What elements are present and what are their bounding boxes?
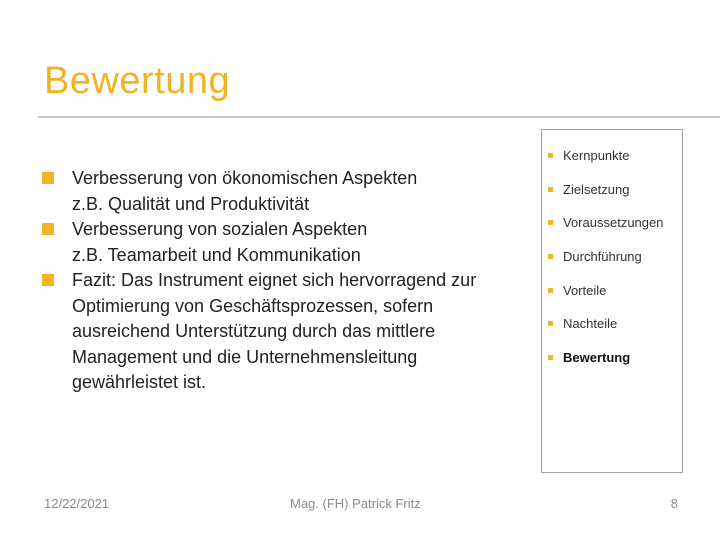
bullet-item <box>40 166 530 217</box>
agenda-item-label: Voraussetzungen <box>563 215 664 231</box>
small-square-bullet-icon <box>548 321 553 326</box>
slide-number: 8 <box>670 496 678 511</box>
small-square-bullet-icon <box>548 153 553 158</box>
agenda-item-durchfuehrung[interactable] <box>545 249 663 283</box>
bullet-text: Verbesserung von sozialen Aspekten <box>72 219 368 239</box>
agenda-item-label: Vorteile <box>563 282 607 298</box>
footer-date: 12/22/2021 <box>44 496 110 511</box>
bullet-text: z.B. Teamarbeit und Kommunikation <box>72 244 361 265</box>
square-bullet-icon <box>42 223 54 235</box>
small-square-bullet-icon <box>548 355 553 360</box>
agenda-item-voraussetzungen[interactable] <box>545 215 663 249</box>
bullet-text: Verbesserung von ökonomischen Aspekten <box>72 168 418 188</box>
bullet-item <box>40 268 530 396</box>
agenda-item-vorteile[interactable] <box>545 283 663 317</box>
bullet-text: z.B. Qualität und Produktivität <box>72 193 310 214</box>
bullet-text: Optimierung von Geschäftsprozessen, sofern <box>72 295 434 316</box>
small-square-bullet-icon <box>548 187 553 192</box>
agenda-item-label: Kernpunkte <box>563 148 630 163</box>
bullet-text: Management und die Unternehmensleitung <box>72 346 418 367</box>
slide-title: Bewertung <box>44 60 231 102</box>
small-square-bullet-icon <box>548 220 553 225</box>
agenda-item-label: Bewertung <box>563 350 631 366</box>
agenda-list <box>545 148 663 384</box>
small-square-bullet-icon <box>548 288 553 293</box>
footer-author: Mag. (FH) Patrick Fritz <box>290 496 421 511</box>
square-bullet-icon <box>42 274 54 286</box>
bullet-text: gewährleistet ist. <box>72 372 207 392</box>
agenda-item-kernpunkte[interactable] <box>545 148 663 182</box>
title-divider <box>38 116 720 118</box>
bullet-item <box>40 217 530 268</box>
agenda-item-label: Zielsetzung <box>563 181 630 197</box>
agenda-item-zielsetzung[interactable] <box>545 182 663 216</box>
agenda-item-label: Durchführung <box>563 249 642 265</box>
agenda-item-bewertung[interactable] <box>545 350 663 384</box>
agenda-item-label: Nachteile <box>563 316 618 332</box>
main-bullet-list <box>40 166 530 396</box>
square-bullet-icon <box>42 172 54 184</box>
bullet-text: ausreichend Unterstützung durch das mittlere <box>72 321 436 341</box>
bullet-text: Fazit: Das Instrument eignet sich hervorragend zur <box>72 270 477 290</box>
small-square-bullet-icon <box>548 254 553 259</box>
agenda-item-nachteile[interactable] <box>545 316 663 350</box>
